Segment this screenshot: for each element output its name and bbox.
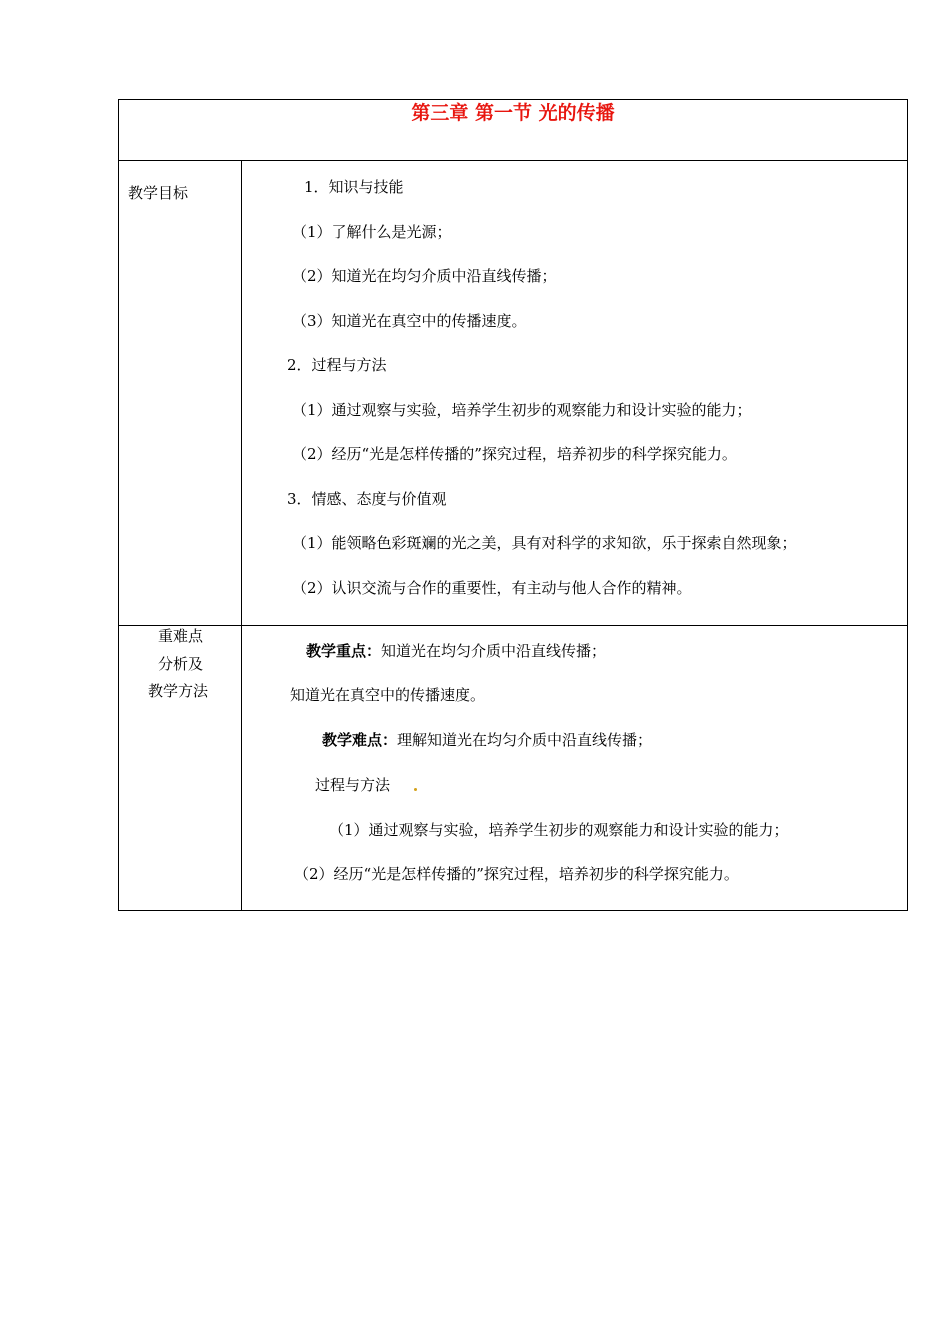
process-heading: 过程与方法	[315, 776, 391, 794]
goal-line: （3）知道光在真空中的传播速度。	[292, 312, 527, 330]
key-points-label-line: 教学方法	[148, 682, 209, 700]
key-points-label-line: 重难点	[158, 627, 204, 645]
process-line: （1）通过观察与实验，培养学生初步的观察能力和设计实验的能力；	[329, 821, 789, 839]
teaching-difficulty-text: 理解知道光在均匀介质中沿直线传播；	[397, 731, 653, 749]
title-row	[119, 100, 907, 161]
page-title: 第三章 第一节 光的传播	[411, 102, 615, 124]
process-line: （2）经历“光是怎样传播的”探究过程，培养初步的科学探究能力。	[294, 865, 739, 883]
goal-line: （1）能领略色彩斑斓的光之美，具有对科学的求知欲，乐于探索自然现象；	[292, 534, 797, 552]
teaching-difficulty-label: 教学难点：	[322, 731, 398, 749]
goal-line: （1）通过观察与实验，培养学生初步的观察能力和设计实验的能力；	[292, 401, 752, 419]
teaching-focus	[306, 641, 606, 661]
goal-line: （1）了解什么是光源；	[292, 223, 452, 241]
column-divider	[241, 161, 242, 911]
teaching-focus-text: 知道光在均匀介质中沿直线传播；	[381, 642, 607, 660]
goal-line: 1．知识与技能	[304, 178, 404, 196]
teaching-difficulty	[322, 730, 652, 750]
goal-line: 3．情感、态度与价值观	[287, 490, 447, 508]
key-points-row	[119, 626, 907, 911]
teaching-focus-text-2: 知道光在真空中的传播速度。	[290, 686, 486, 704]
lesson-plan-table	[118, 99, 908, 911]
key-points-label-line: 分析及	[158, 655, 204, 673]
teaching-focus-label: 教学重点：	[306, 642, 382, 660]
goal-line: 2．过程与方法	[287, 356, 387, 374]
teaching-goals-row	[119, 161, 907, 626]
teaching-goals-label: 教学目标	[128, 184, 189, 202]
ink-dot	[414, 788, 417, 791]
goal-line: （2）知道光在均匀介质中沿直线传播；	[292, 267, 557, 285]
goal-line: （2）经历“光是怎样传播的”探究过程，培养初步的科学探究能力。	[292, 445, 737, 463]
goal-line: （2）认识交流与合作的重要性，有主动与他人合作的精神。	[292, 579, 692, 597]
